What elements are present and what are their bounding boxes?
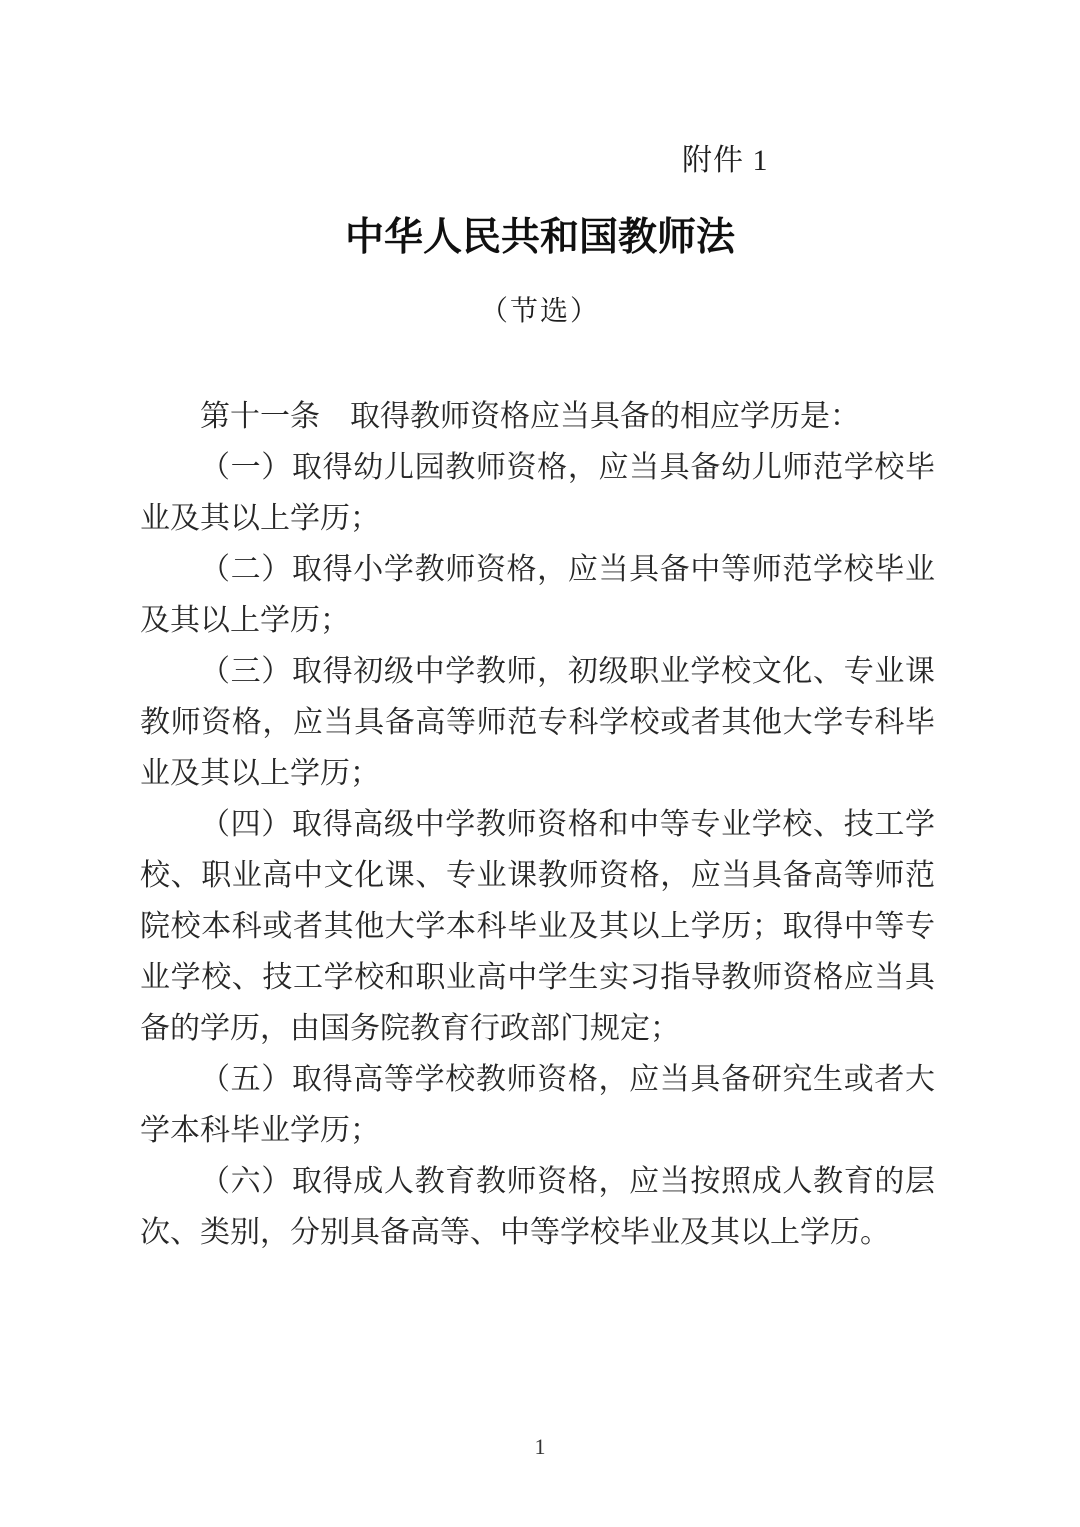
article-intro-paragraph: 第十一条 取得教师资格应当具备的相应学历是： <box>200 400 860 434</box>
clause-6-paragraph: （六）取得成人教育教师资格，应当按照成人教育的层次、类别，分别具备高等、中等学校毕业及其以上学历。 <box>140 1165 935 1250</box>
clause-4-paragraph: （四）取得高级中学教师资格和中等专业学校、技工学校、职业高中文化课、专业课教师资格，应当具备高等师范院校本科或者其他大学本科毕业及其以上学历；取得中等专业学校、技工学校和职业高中学生实习指导教师资格应当具备的学历，由国务院教育行政部门规定； <box>140 808 935 1046</box>
clause-5-paragraph: （五）取得高等学校教师资格，应当具备研究生或者大学本科毕业学历； <box>140 1063 935 1148</box>
clause-1-paragraph: （一）取得幼儿园教师资格，应当具备幼儿师范学校毕业及其以上学历； <box>140 451 935 536</box>
page-number: 1 <box>534 1434 546 1460</box>
document-title: 中华人民共和国教师法 <box>344 216 735 259</box>
attachment-label: 附件 1 <box>682 144 769 177</box>
clause-2-paragraph: （二）取得小学教师资格，应当具备中等师范学校毕业及其以上学历； <box>140 553 935 638</box>
clause-3-paragraph: （三）取得初级中学教师，初级职业学校文化、专业课教师资格，应当具备高等师范专科学校或者其他大学专科毕业及其以上学历； <box>140 655 935 791</box>
document-body <box>140 391 935 1258</box>
document-subtitle: （节选） <box>479 296 600 328</box>
